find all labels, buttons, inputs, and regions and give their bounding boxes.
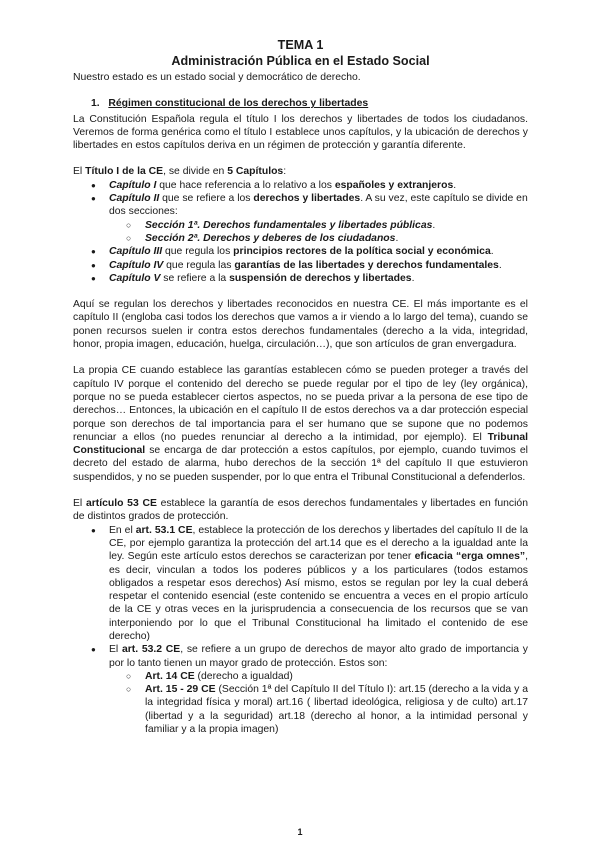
page-number: 1	[297, 827, 303, 837]
tema-label: TEMA 1	[277, 38, 324, 52]
paragraph-derechos: Aquí se regulan los derechos y libertades reconocidos en nuestra CE. El más importante es el capítulo II (engloba casi todos los derechos que vamos a ir viendo a lo largo del tema), cuando se ponen recursos suelen ir contra estos derechos fundamentales (derecho a la vida, integridad, honor, propia imagen, educación, huelga, circulación…), que son artículos de gran envergadura.	[73, 299, 528, 351]
list-item: ○ Sección 1ª. Derechos fundamentales y libertades públicas.	[109, 219, 528, 232]
art-53-2-sublist	[109, 670, 528, 736]
titulo-intro: El Título I de la CE, se divide en 5 Capítulos:	[73, 166, 287, 178]
articulo-53-list	[73, 524, 528, 737]
list-item: ● Capítulo IV que regula las garantías de las libertades y derechos fundamentales.	[73, 259, 528, 272]
sections-sublist	[109, 219, 528, 246]
section-heading	[91, 97, 528, 110]
list-item: ● En el art. 53.1 CE, establece la protección de los derechos y libertades del capítulo II de la CE, por ejemplo garantiza la protección del art.14 que es el derecho a la igualdad ante la ley. Según este artículo estos derechos se caracterizan por tener eficacia “erga omnes”, es decir, vinculan a todos los poderes públicos y a los particulares (todos estamos obligados a respetar esos derechos) Así mismo, estos se regulan por ley la cual deberá respetar el contenido esencial (este contenido se encuentra a veces en el propio artículo de la CE y otras veces en la jurisprudencia a consecuencia de los recursos que se van interponiendo por lo que el Tribunal Constitucional ha limitado el contenido de ese derecho)	[73, 524, 528, 644]
list-item: ● Capítulo II que se refiere a los derechos y libertades. A su vez, este capítulo se divide en dos secciones: ○ Sección 1ª. Derechos fundamentales y libertades públicas. ○ Sección 2ª. Derechos y deberes de los ciudadanos.	[73, 192, 528, 245]
intro-paragraph: Nuestro estado es un estado social y democrático de derecho.	[73, 72, 361, 83]
section-number: 1.	[91, 98, 100, 110]
document-title: Administración Pública en el Estado Social	[171, 54, 430, 68]
list-item: ○ Sección 2ª. Derechos y deberes de los ciudadanos.	[109, 232, 528, 245]
paragraph-articulo-53: El artículo 53 CE establece la garantía de esos derechos fundamentales y libertades en función de distintos grados de protección.	[73, 498, 528, 523]
list-item: ● El art. 53.2 CE, se refiere a un grupo de derechos de mayor alto grado de importancia y por lo tanto tienen un mayor grado de protección. Estos son: ○ Art. 14 CE (derecho a igualdad) ○ Art. 15 - 29 CE (Sección 1ª del Capítulo II del Título I): art.15 (derecho a la vida y a la integridad física y moral) art.16 ( libertad ideológica, religiosa y de culto) art.17 (libertad y a la seguridad) art.18 (derecho al honor, a la intimidad personal y familiar y a la propia imagen)	[73, 643, 528, 736]
paragraph-constitucion: La Constitución Española regula el título I los derechos y libertades de todos los ciudadanos. Veremos de forma genérica como el título I establece unos capítulos, y la ubicación de derechos y libertades en estos capítulos deriva en un régimen de protección y garantía diferente.	[73, 113, 528, 152]
section-title: Régimen constitucional de los derechos y libertades	[108, 98, 369, 110]
chapters-list	[73, 179, 528, 285]
list-item: ● Capítulo III que regula los principios rectores de la política social y económica.	[73, 245, 528, 258]
list-item: ● Capítulo V se refiere a la suspensión de derechos y libertades.	[73, 272, 528, 285]
list-item: ● Capítulo I que hace referencia a lo relativo a los españoles y extranjeros.	[73, 179, 528, 192]
list-item: ○ Art. 14 CE (derecho a igualdad)	[109, 670, 528, 683]
list-item: ○ Art. 15 - 29 CE (Sección 1ª del Capítulo II del Título I): art.15 (derecho a la vida y a la integridad física y moral) art.16 ( libertad ideológica, religiosa y de culto) art.17 (libertad y a la seguridad) art.18 (derecho al honor, a la intimidad personal y familiar y a la propia imagen)	[109, 683, 528, 736]
paragraph-garantias: La propia CE cuando establece las garantías establecen cómo se pueden proteger a través del capítulo IV porque el contenido del derecho se puede regular por el tipo de ley (ley orgánica), porque no se pueda establecer ciertos aspectos, no se pueda privar a la persona de ese tipo de derechos… Entonces, la ubicación en el capítulo II de estos derechos va a dar protección especial porque son derechos de tal importancia para el ser humano que se supone que no podemos renunciar a ellos (no puedes renunciar al derecho a la intimidad, por ejemplo). El Tribunal Constitucional se encarga de dar protección a estos capítulos, por ejemplo, cuando tuvimos el decreto del estado de alarma, hubo derechos de la sección 1ª del capítulo II que estuvieron suspendidos, y no se pueden suspender, por lo que entra el Tribunal Constitucional a defenderlos.	[73, 365, 528, 483]
